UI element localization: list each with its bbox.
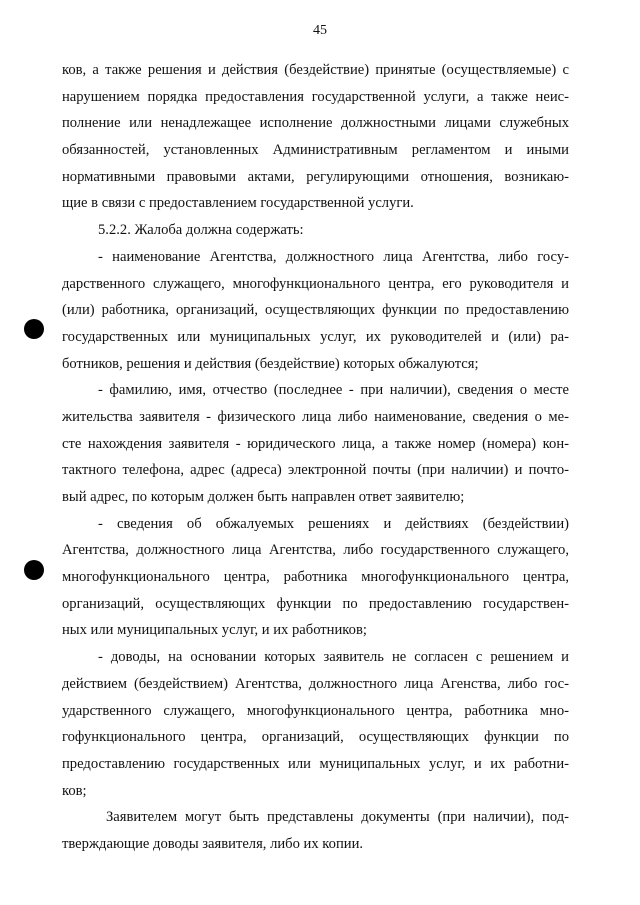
text-line: - сведения об обжалуемых решениях и действиях (бездействии): [98, 515, 569, 532]
document-body: [62, 57, 569, 858]
text-line: действием (бездействием) Агентства, должностного лица Агенства, либо гос-: [62, 675, 569, 692]
text-line: вый адрес, по которым должен быть направлен ответ заявителю;: [62, 489, 465, 505]
text-line: - фамилию, имя, отчество (последнее - при наличии), сведения о месте: [98, 382, 569, 399]
text-line: (или) работника, организаций, осуществляющих функции по предоставлению: [62, 302, 569, 319]
text-line: нарушением порядка предоставления государственной услуги, а также неис-: [62, 88, 569, 105]
punch-hole-bottom: [24, 560, 44, 580]
text-line: Заявителем могут быть представлены документы (при наличии), под-: [106, 809, 569, 826]
text-line: тверждающие доводы заявителя, либо их копии.: [62, 835, 364, 852]
text-line: дарственного служащего, многофункционального центра, его руководителя и: [62, 275, 569, 292]
text-line: ботников, решения и действия (бездействие) которых обжалуются;: [62, 355, 479, 372]
text-line: тактного телефона, адрес (адреса) электронной почты (при наличии) и почто-: [62, 462, 569, 479]
text-line: многофункционального центра, работника многофункционального центра,: [62, 569, 569, 586]
text-line: организаций, осуществляющих функции по предоставлению государствен-: [62, 595, 569, 612]
text-line: - доводы, на основании которых заявитель не согласен с решением и: [98, 649, 569, 666]
punch-hole-top: [24, 319, 44, 339]
text-line: гофункционального центра, организаций, осуществляющих функции по: [62, 729, 569, 746]
text-line: обязанностей, установленных Административным регламентом и иными: [62, 142, 569, 159]
text-line: ков;: [62, 782, 87, 799]
text-line: ных или муниципальных услуг, и их работников;: [62, 622, 367, 639]
text-line: Агентства, должностного лица Агентства, либо государственного служащего,: [62, 542, 569, 559]
text-line: нормативными правовыми актами, регулирующими отношения, возникаю-: [62, 168, 569, 185]
text-line: щие в связи с предоставлением государственной услуги.: [62, 195, 414, 212]
text-line: ударственного служащего, многофункционального центра, работника мно-: [62, 702, 569, 719]
text-line: - наименование Агентства, должностного лица Агентства, либо госу-: [98, 248, 569, 265]
text-line: ков, а также решения и действия (бездействие) принятые (осуществляемые) с: [62, 62, 569, 78]
section-heading: 5.2.2. Жалоба должна содержать:: [98, 222, 304, 239]
text-line: полнение или ненадлежащее исполнение должностными лицами служебных: [62, 115, 569, 132]
text-line: жительства заявителя - физического лица либо наименование, сведения о ме-: [62, 408, 569, 425]
text-line: предоставлению государственных или муниципальных услуг, и их работни-: [62, 755, 569, 772]
text-line: сте нахождения заявителя - юридического лица, а также номер (номера) кон-: [62, 435, 569, 452]
page-number: 45: [313, 23, 327, 38]
text-line: государственных или муниципальных услуг, их руководителей и (или) ра-: [62, 328, 569, 345]
